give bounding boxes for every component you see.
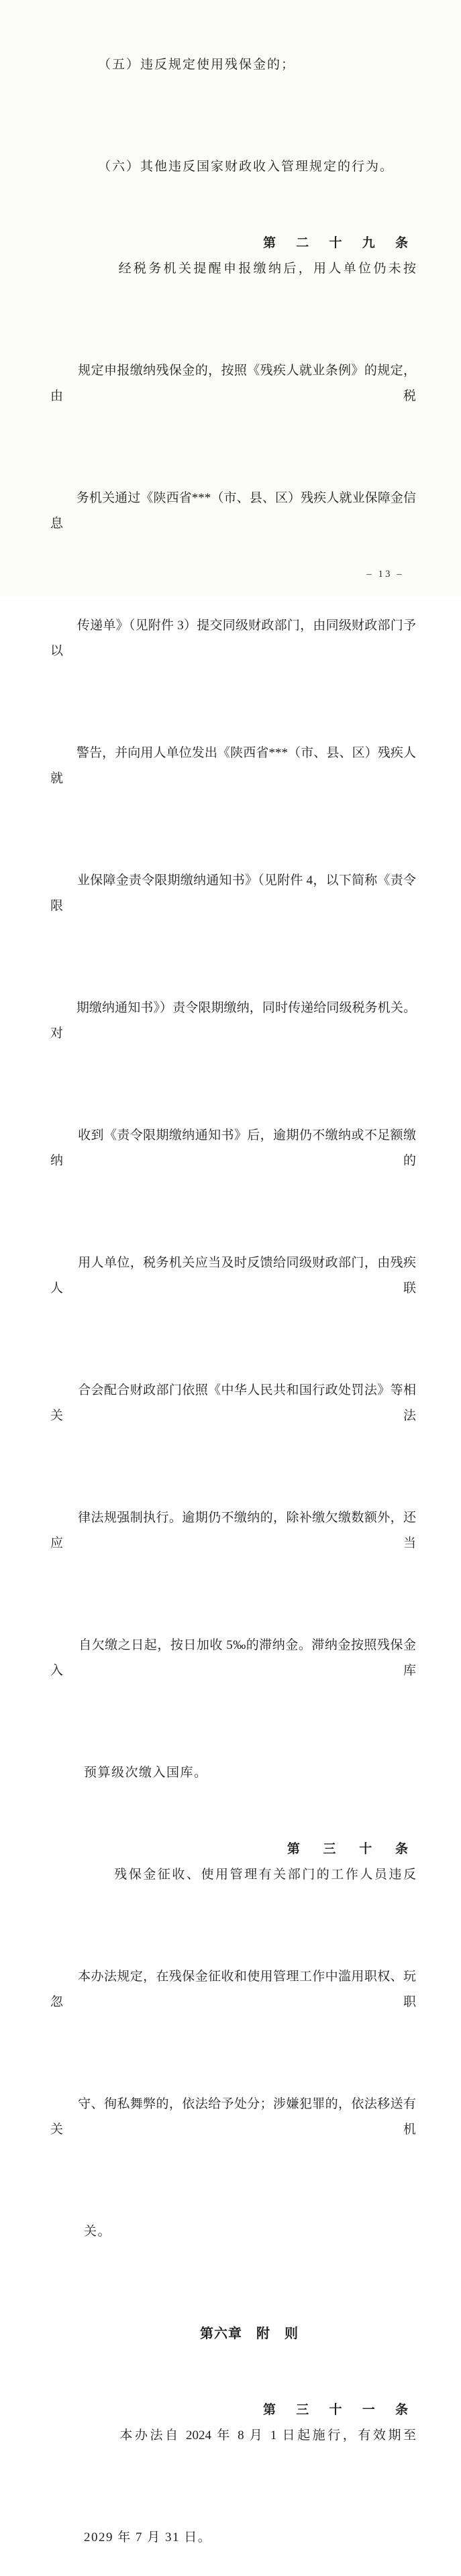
line-text: 业保障金责令限期缴纳通知书》（见附件 4，以下简称《责令限 (50, 873, 416, 913)
document-line (50, 2270, 416, 2372)
line-text: 残保金征收、使用管理有关部门的工作人员违反 (114, 1868, 416, 1882)
document-line (50, 307, 416, 435)
document-line (50, 1913, 416, 2041)
line-text: 收到《责令限期缴纳通知书》后，逾期仍不缴纳或不足额缴纳的 (50, 1128, 416, 1168)
document-line (50, 945, 416, 1072)
line-text: 期缴纳通知书》）责令限期缴纳，同时传递给同级税务机关。对 (50, 1001, 416, 1040)
line-text: 警告，并向用人单位发出《陕西省***（市、县、区）残疾人就 (50, 746, 417, 786)
document-line (50, 562, 416, 690)
line-text: 本办法规定，在残保金征收和使用管理工作中滥用职权、玩忽职 (50, 1970, 416, 2009)
document-line (50, 2474, 416, 2576)
document-line (50, 690, 416, 817)
document-line (50, 1709, 416, 1811)
line-text: 预算级次缴入国库。 (84, 1766, 208, 1780)
line-text: 律法规强制执行。逾期仍不缴纳的，除补缴欠缴数额外，还应当 (50, 1511, 416, 1550)
line-text: 2029 年 7 月 31 日。 (84, 2530, 212, 2544)
document-line (50, 1199, 416, 1327)
line-text: 传递单》（见附件 3）提交同级财政部门，由同级财政部门予以 (50, 619, 416, 658)
article-number: 第三十一条 (263, 2403, 408, 2417)
document-line (50, 1, 416, 103)
line-text: 务机关通过《陕西省***（市、县、区）残疾人就业保障金信息 (50, 491, 417, 531)
line-text: 经税务机关提醒申报缴纳后，用人单位仍未按 (118, 262, 416, 276)
line-text: （五）违反规定使用残保金的； (98, 58, 296, 72)
line-text: 用人单位，税务机关应当及时反馈给同级财政部门，由残疾人联 (50, 1256, 416, 1295)
document-line (50, 2372, 416, 2474)
line-text: 关。 (84, 2224, 112, 2239)
document-line (50, 205, 416, 307)
line-text: 合会配合财政部门依照《中华人民共和国行政处罚法》等相关法 (50, 1383, 416, 1423)
line-text: 自欠缴之日起，按日加收 5‰的滞纳金。滞纳金按照残保金入库 (50, 1638, 417, 1678)
document-line (50, 1327, 416, 1454)
line-text: 规定申报缴纳残保金的，按照《残疾人就业条例》的规定，由税 (50, 364, 416, 403)
document-line (50, 1072, 416, 1199)
line-text: 本办法自 2024 年 8 月 1 日起施行，有效期至 (119, 2428, 416, 2443)
document-body (50, 1, 416, 2576)
document-line (50, 1811, 416, 1913)
document-line (50, 2168, 416, 2270)
line-text: （六）其他违反国家财政收入管理规定的行为。 (98, 160, 395, 174)
document-line (50, 1454, 416, 1582)
document-line (50, 817, 416, 945)
article-number: 第二十九条 (263, 236, 408, 250)
document-line (50, 435, 416, 562)
line-text: 守、徇私舞弊的，依法给予处分；涉嫌犯罪的，依法移送有关机 (50, 2097, 416, 2137)
document-line (50, 1582, 416, 1709)
article-number: 第三十条 (287, 1842, 408, 1856)
document-line (50, 2041, 416, 2168)
line-text: 第六章 附 则 (200, 2326, 299, 2341)
page-number: – 13 – (366, 569, 404, 580)
document-line (50, 103, 416, 205)
